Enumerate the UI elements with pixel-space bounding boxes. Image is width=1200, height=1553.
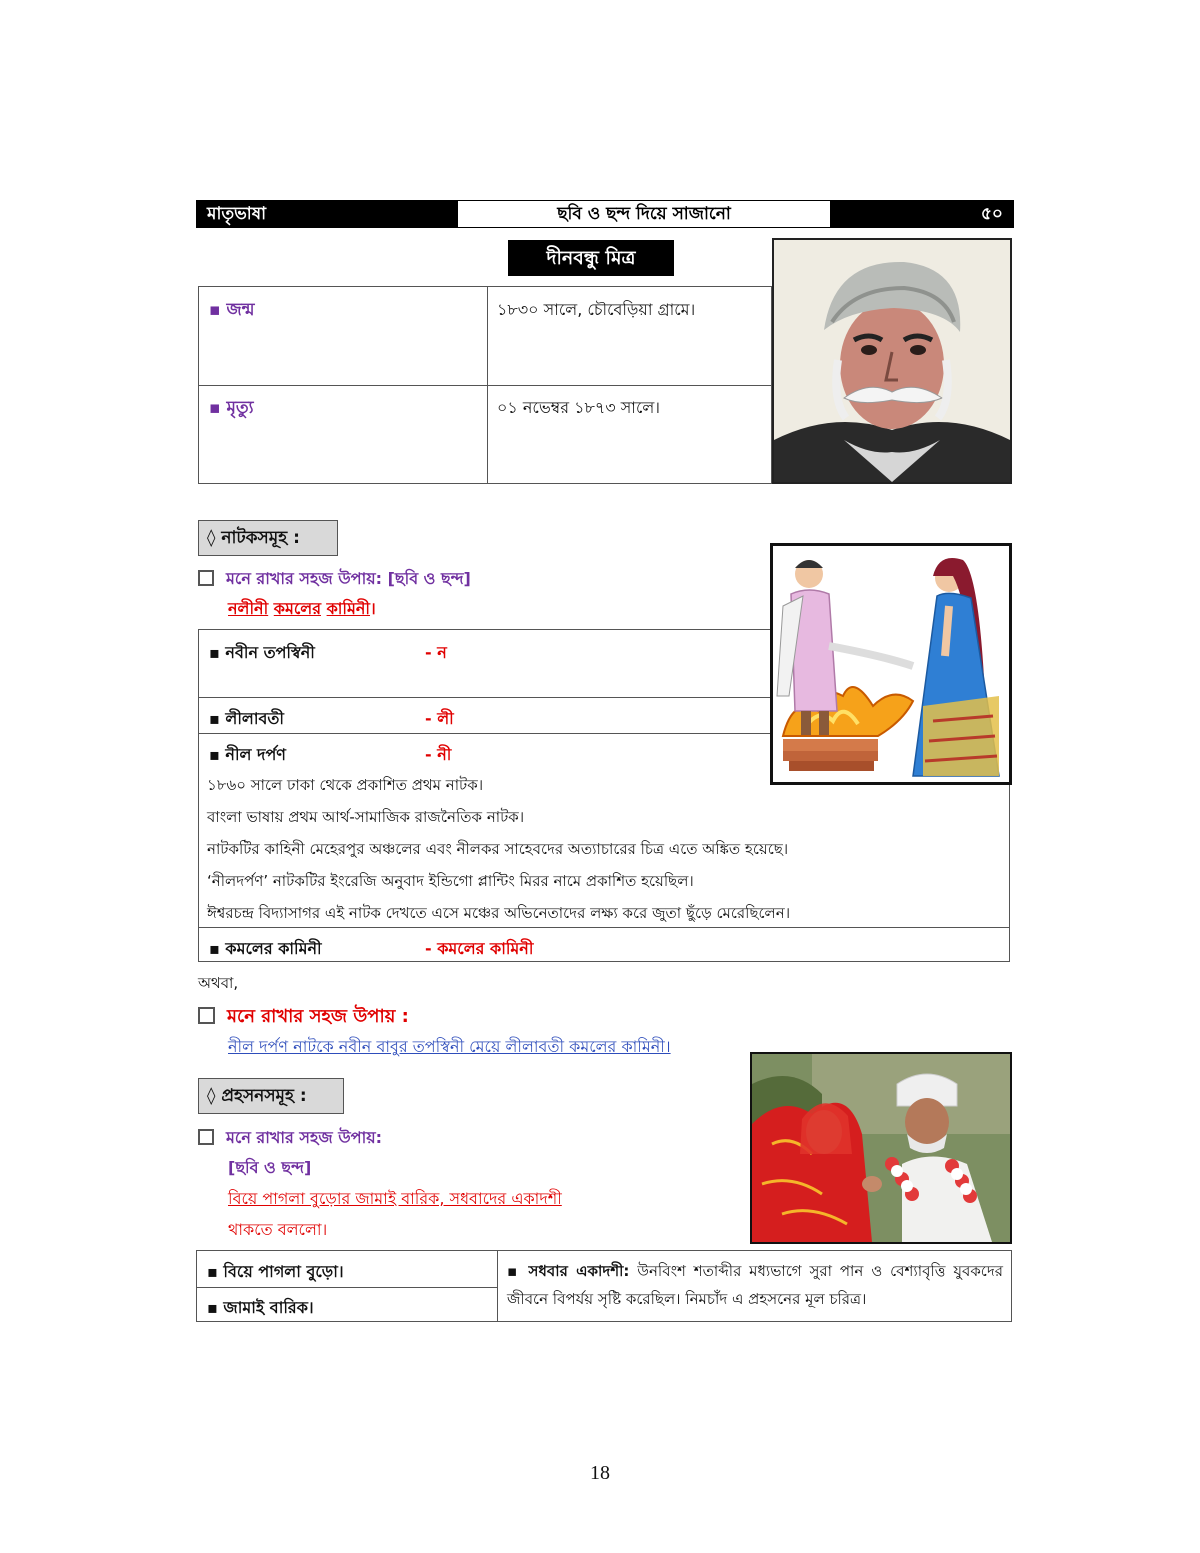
portrait-image — [772, 238, 1012, 484]
header-center-title: ছবি ও ছন্দ দিয়ে সাজানো — [457, 201, 831, 227]
natak-item-name: ▪ নবীন তপস্বিনী — [209, 643, 315, 662]
natak-tip — [198, 566, 471, 593]
bio-row-death — [199, 385, 771, 483]
alt-tip-label: মনে রাখার সহজ উপায় : — [227, 1006, 409, 1027]
natak-item-name: ▪ নীল দর্পণ — [209, 745, 286, 764]
natak-item-code: - নী — [425, 745, 452, 764]
athoba-text: অথবা, — [198, 974, 239, 992]
nil-darpan-note: ঈশ্বরচন্দ্র বিদ্যাসাগর এই নাটক দেখতে এসে মঞ্চের অভিনেতাদের লক্ষ্য করে জুতা ছুঁড়ে মেরেছিলেন। — [207, 904, 791, 922]
prohoson-mnemonic-line2: থাকতে বললো। — [228, 1220, 328, 1239]
bio-key: ▪ জন্ম — [209, 300, 255, 320]
prohoson-tip-label: মনে রাখার সহজ উপায়: — [226, 1128, 383, 1147]
checkbox-icon — [198, 570, 214, 586]
natak-item-code: - লী — [425, 709, 454, 728]
sadhobar-ekadoshi-note — [507, 1257, 1003, 1313]
bio-value: ১৮৩০ সালে, চৌবেড়িয়া গ্রামে। — [497, 300, 696, 319]
nil-darpan-note: ‘নীলদর্পণ’ নাটকটির ইংরেজি অনুবাদ ইন্ডিগো প্লান্টিং মিরর নামে প্রকাশিত হয়েছিল। — [207, 872, 694, 890]
nil-darpan-note: নাটকটির কাহিনী মেহেরপুর অঞ্চলের এবং নীলকর সাহেবদের অত্যাচারের চিত্র এতে অঙ্কিত হয়েছে। — [207, 840, 789, 858]
natak-item-name: ▪ কমলের কামিনী — [209, 939, 322, 958]
note-title: ▪ সধবার একাদশী: — [507, 1262, 630, 1280]
prohoson-tag: [ছবি ও ছন্দ] — [228, 1158, 312, 1177]
page-title: দীনবন্ধু মিত্র — [508, 240, 674, 276]
bio-row-birth — [199, 287, 771, 386]
prohoson-mnemonic-line1: বিয়ে পাগলা বুড়োর জামাই বারিক, সধবাদের একাদশী — [228, 1189, 562, 1208]
checkbox-icon — [198, 1129, 214, 1145]
prohoson-tip — [198, 1125, 382, 1152]
header-subject: মাতৃভাষা — [197, 201, 457, 227]
prohoson-item: ▪ জামাই বারিক। — [207, 1298, 314, 1317]
natak-heading: ◊ নাটকসমূহ : — [198, 520, 338, 556]
mnemonic-word: নলীনী — [228, 599, 269, 618]
alt-tip-mnemonic: নীল দর্পণ নাটকে নবীন বাবুর তপস্বিনী মেয়ে লীলাবতী কমলের কামিনী। — [228, 1037, 671, 1056]
mnemonic-end: । — [370, 599, 376, 618]
mnemonic-word: কমলের — [273, 599, 321, 618]
prohoson-item: ▪ বিয়ে পাগলা বুড়ো। — [207, 1262, 344, 1281]
natak-item-code: - ন — [425, 643, 447, 662]
note-text: উনবিংশ শতাব্দীর মধ্যভাগে সুরা পান ও বেশ্যাবৃত্তি যুবকদের জীবনে বিপর্যয় সৃষ্টি করেছিল। নিমচাঁদ এ প্রহসনের মূল চরিত্র। — [507, 1262, 1003, 1308]
nil-darpan-note: বাংলা ভাষায় প্রথম আর্থ-সামাজিক রাজনৈতিক নাটক। — [207, 808, 525, 826]
natak-tip-label: মনে রাখার সহজ উপায়: [ছবি ও ছন্দ] — [226, 569, 471, 588]
prohoson-heading: ◊ প্রহসনসমূহ : — [198, 1078, 344, 1114]
alt-tip — [198, 1002, 409, 1033]
bio-table — [198, 286, 772, 484]
mnemonic-word: কামিনী — [326, 599, 371, 618]
natak-item-name: ▪ লীলাবতী — [209, 709, 284, 728]
page-number: 18 — [590, 1462, 610, 1484]
natak-item-code: - কমলের কামিনী — [425, 939, 534, 958]
natak-mnemonic — [228, 596, 376, 623]
nil-darpan-note: ১৮৬০ সালে ঢাকা থেকে প্রকাশিত প্রথম নাটক। — [207, 776, 484, 794]
bio-key: ▪ মৃত্যু — [209, 398, 254, 418]
couple-photo — [750, 1052, 1012, 1244]
header-number: ৫০ — [831, 201, 1013, 227]
bio-value: ০১ নভেম্বর ১৮৭৩ সালে। — [497, 398, 661, 417]
prohoson-table — [196, 1250, 1012, 1322]
checkbox-icon — [198, 1007, 215, 1024]
header-bar — [196, 200, 1014, 228]
wedding-illustration — [770, 543, 1012, 785]
